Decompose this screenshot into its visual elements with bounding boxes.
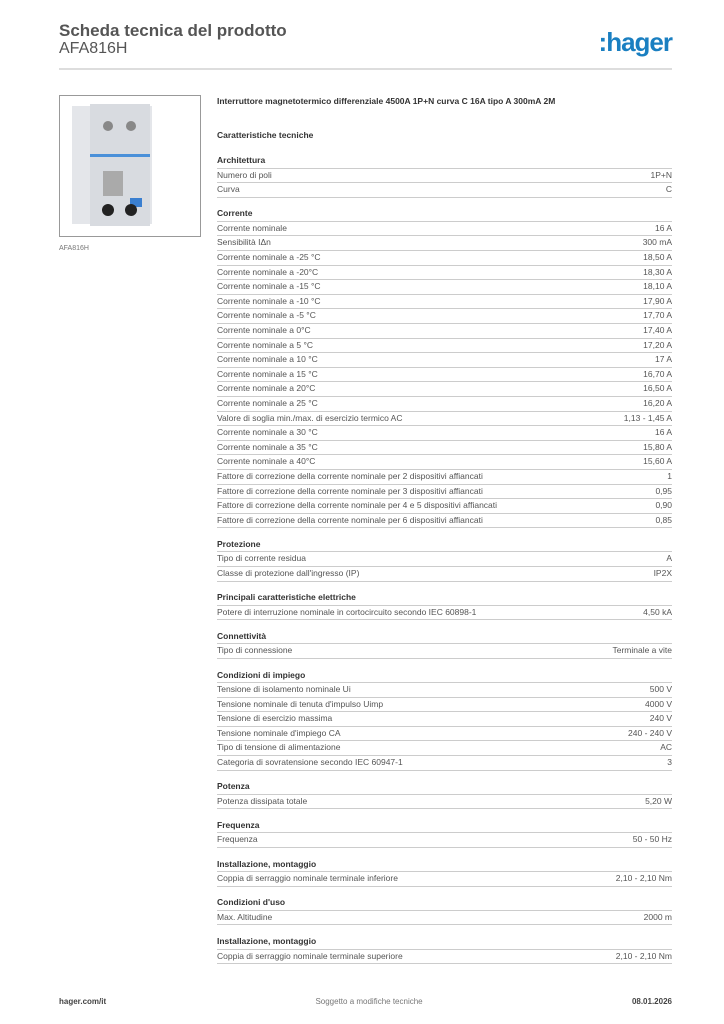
spec-value: 16,50 A	[643, 383, 672, 394]
spec-label: Valore di soglia min./max. di esercizio termico AC	[217, 412, 403, 423]
specs-title: Caratteristiche tecniche	[217, 130, 314, 140]
spec-row	[217, 833, 672, 848]
spec-section	[217, 669, 672, 771]
spec-value: Terminale a vite	[612, 645, 672, 656]
spec-label: Potere di interruzione nominale in cortocircuito secondo IEC 60898-1	[217, 606, 477, 617]
section-heading: Condizioni d'uso	[217, 896, 672, 911]
image-caption: AFA816H	[59, 245, 89, 252]
section-heading: Potenza	[217, 780, 672, 795]
spec-value: 5,20 W	[645, 795, 672, 806]
spec-row	[217, 514, 672, 529]
spec-value: 3	[667, 757, 672, 768]
spec-value: 1P+N	[650, 169, 672, 180]
spec-row	[217, 756, 672, 771]
spec-value: AC	[660, 742, 672, 753]
product-description: Interruttore magnetotermico differenziale 4500A 1P+N curva C 16A tipo A 300mA 2M	[217, 96, 556, 106]
spec-value: 2,10 - 2,10 Nm	[615, 873, 672, 884]
spec-label: Corrente nominale a 0°C	[217, 325, 311, 336]
spec-section	[217, 591, 672, 620]
footer-website[interactable]: hager.com/it	[59, 997, 107, 1006]
spec-row	[217, 950, 672, 965]
spec-label: Numero di poli	[217, 169, 272, 180]
spec-label: Corrente nominale a -25 °C	[217, 252, 321, 263]
spec-label: Corrente nominale a 40°C	[217, 456, 316, 467]
spec-row	[217, 324, 672, 339]
spec-value: 16 A	[654, 427, 672, 438]
spec-row	[217, 441, 672, 456]
spec-section	[217, 780, 672, 809]
spec-label: Tensione nominale di tenuta d'impulso Uimp	[217, 698, 384, 709]
spec-section	[217, 207, 672, 528]
spec-row	[217, 412, 672, 427]
spec-value: 1,13 - 1,45 A	[623, 412, 672, 423]
spec-label: Categoria di sovratensione secondo IEC 60947-1	[217, 757, 403, 768]
spec-label: Corrente nominale a -15 °C	[217, 281, 321, 292]
spec-label: Corrente nominale a -10 °C	[217, 295, 321, 306]
spec-row	[217, 309, 672, 324]
spec-row	[217, 872, 672, 887]
spec-row	[217, 280, 672, 295]
spec-row	[217, 266, 672, 281]
spec-label: Tipo di corrente residua	[217, 553, 306, 564]
spec-row	[217, 397, 672, 412]
spec-label: Fattore di correzione della corrente nominale per 3 dispositivi affiancati	[217, 485, 483, 496]
spec-value: 16 A	[654, 222, 672, 233]
spec-label: Potenza dissipata totale	[217, 795, 308, 806]
spec-value: 2,10 - 2,10 Nm	[615, 950, 672, 961]
spec-row	[217, 698, 672, 713]
spec-label: Corrente nominale a 5 °C	[217, 339, 314, 350]
divider	[59, 68, 672, 70]
spec-section	[217, 858, 672, 887]
spec-value: 18,50 A	[643, 252, 672, 263]
spec-row	[217, 236, 672, 251]
spec-value: 50 - 50 Hz	[632, 834, 672, 845]
spec-row	[217, 382, 672, 397]
spec-value: 17,40 A	[643, 325, 672, 336]
spec-row	[217, 183, 672, 198]
spec-value: 16,20 A	[643, 398, 672, 408]
spec-label: Coppia di serraggio nominale terminale inferiore	[217, 873, 398, 884]
spec-label: Corrente nominale	[217, 222, 287, 233]
spec-value: 2000 m	[643, 911, 672, 922]
spec-sheet	[217, 96, 672, 964]
section-heading: Corrente	[217, 207, 672, 222]
spec-label: Fattore di correzione della corrente nominale per 4 e 5 dispositivi affiancati	[217, 500, 498, 511]
spec-value: 240 - 240 V	[628, 727, 672, 738]
spec-value: A	[666, 553, 672, 564]
spec-row	[217, 339, 672, 354]
spec-row	[217, 426, 672, 441]
spec-row	[217, 353, 672, 368]
spec-value: 17,20 A	[643, 339, 672, 350]
spec-value: 4,50 kA	[643, 606, 672, 617]
spec-section	[217, 935, 672, 964]
spec-value: 17 A	[654, 354, 672, 365]
spec-label: Corrente nominale a 25 °C	[217, 398, 318, 408]
spec-row	[217, 712, 672, 727]
spec-value: 300 mA	[642, 237, 672, 248]
section-heading: Installazione, montaggio	[217, 935, 672, 950]
hager-logo: :hager	[598, 27, 672, 57]
spec-section	[217, 896, 672, 925]
section-heading: Condizioni di impiego	[217, 669, 672, 684]
spec-row	[217, 499, 672, 514]
spec-value: 240 V	[649, 713, 672, 724]
product-image	[59, 95, 201, 237]
spec-row	[217, 567, 672, 582]
section-heading: Principali caratteristiche elettriche	[217, 591, 672, 606]
spec-row	[217, 741, 672, 756]
spec-value: 4000 V	[645, 698, 672, 709]
spec-value: 17,90 A	[643, 295, 672, 306]
spec-value: 18,30 A	[643, 266, 672, 277]
spec-section	[217, 630, 672, 659]
spec-label: Corrente nominale a 30 °C	[217, 427, 318, 438]
spec-value: 15,80 A	[643, 441, 672, 452]
section-heading: Architettura	[217, 154, 672, 169]
spec-value: 15,60 A	[643, 456, 672, 467]
spec-row	[217, 485, 672, 500]
footer-date: 08.01.2026	[631, 997, 672, 1006]
spec-row	[217, 455, 672, 470]
spec-row	[217, 552, 672, 567]
spec-value: 500 V	[649, 684, 672, 695]
spec-label: Classe di protezione dall'ingresso (IP)	[217, 568, 360, 579]
section-heading: Frequenza	[217, 819, 672, 834]
spec-label: Frequenza	[217, 834, 258, 845]
spec-value: 0,85	[655, 514, 672, 525]
product-code: AFA816H	[59, 40, 128, 57]
footer-note: Soggetto a modifiche tecniche	[315, 997, 423, 1006]
page-title: Scheda tecnica del prodotto	[59, 21, 287, 40]
spec-row	[217, 911, 672, 926]
section-heading: Installazione, montaggio	[217, 858, 672, 873]
spec-label: Corrente nominale a -20°C	[217, 266, 319, 277]
spec-label: Corrente nominale a 15 °C	[217, 368, 318, 379]
spec-row	[217, 727, 672, 742]
spec-section	[217, 154, 672, 198]
spec-row	[217, 222, 672, 237]
spec-label: Fattore di correzione della corrente nominale per 6 dispositivi affiancati	[217, 514, 483, 525]
spec-row	[217, 606, 672, 621]
spec-row	[217, 368, 672, 383]
spec-value: IP2X	[653, 568, 672, 579]
spec-label: Corrente nominale a 35 °C	[217, 441, 318, 452]
spec-label: Tipo di tensione di alimentazione	[217, 742, 341, 753]
spec-value: 16,70 A	[643, 368, 672, 379]
spec-value: 0,90	[655, 500, 672, 511]
spec-label: Tipo di connessione	[217, 645, 293, 656]
spec-label: Sensibilità IΔn	[217, 237, 271, 248]
spec-row	[217, 795, 672, 810]
spec-row	[217, 470, 672, 485]
spec-label: Corrente nominale a -5 °C	[217, 310, 316, 321]
spec-section	[217, 538, 672, 582]
spec-label: Corrente nominale a 10 °C	[217, 354, 318, 365]
spec-row	[217, 295, 672, 310]
spec-label: Corrente nominale a 20°C	[217, 383, 316, 394]
spec-label: Coppia di serraggio nominale terminale superiore	[217, 950, 403, 961]
spec-row	[217, 683, 672, 698]
spec-label: Fattore di correzione della corrente nominale per 2 dispositivi affiancati	[217, 470, 483, 481]
section-heading: Protezione	[217, 538, 672, 553]
spec-section	[217, 819, 672, 848]
spec-label: Max. Altitudine	[217, 911, 273, 922]
spec-value: C	[665, 184, 672, 195]
spec-value: 18,10 A	[643, 281, 672, 292]
spec-value: 0,95	[655, 485, 672, 496]
spec-label: Tensione di isolamento nominale Ui	[217, 684, 351, 695]
footer	[59, 997, 672, 1006]
spec-label: Tensione nominale d'impiego CA	[217, 727, 341, 738]
spec-row	[217, 169, 672, 184]
spec-value: 17,70 A	[643, 310, 672, 321]
spec-row	[217, 251, 672, 266]
spec-row	[217, 644, 672, 659]
spec-value: 1	[667, 470, 672, 481]
spec-label: Curva	[217, 184, 240, 195]
spec-label: Tensione di esercizio massima	[217, 713, 333, 724]
section-heading: Connettività	[217, 630, 672, 645]
